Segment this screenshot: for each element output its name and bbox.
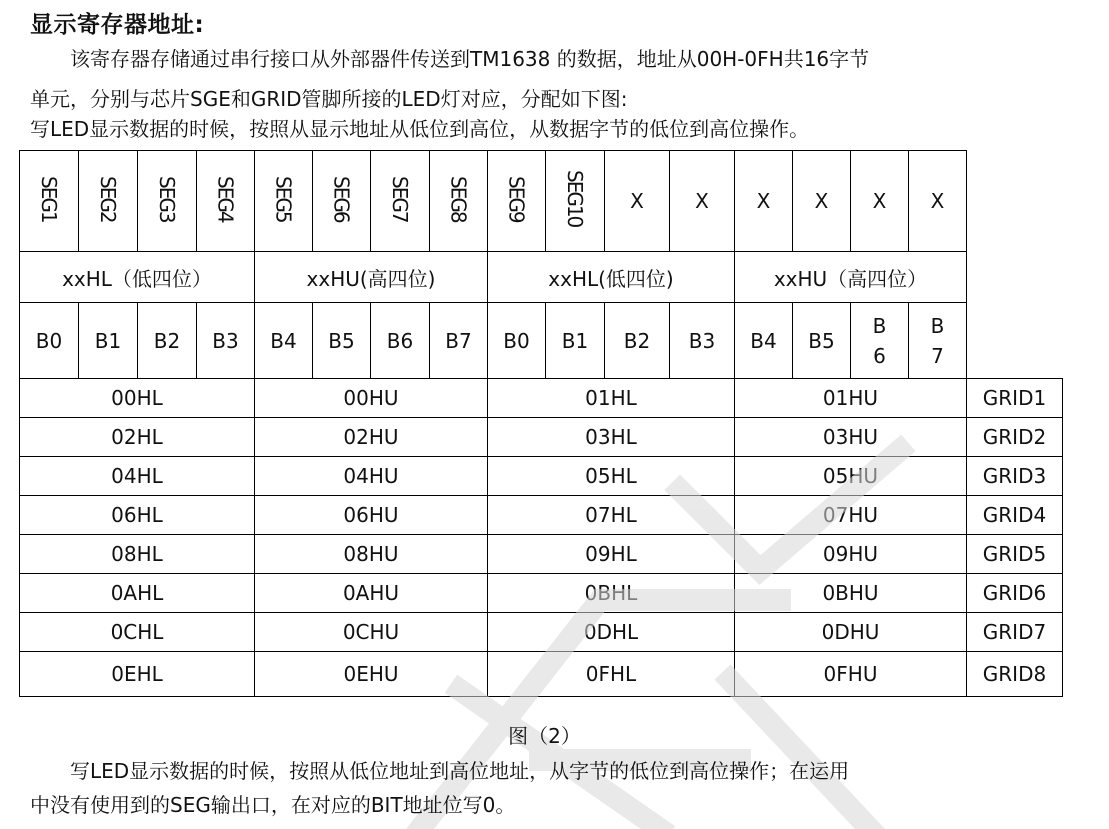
nibble-group-row [20,252,1063,303]
address-cell: 03HU [735,418,967,457]
grid-label: GRID6 [967,574,1063,613]
grid-label: GRID3 [967,457,1063,496]
grid-label: GRID5 [967,535,1063,574]
seg-cell: SEG7 [371,151,430,252]
bit-cell: B4 [735,303,793,379]
address-cell: 08HL [20,535,255,574]
bit-row [20,303,1063,379]
bit-cell: B6 [851,303,909,379]
address-cell: 06HL [20,496,255,535]
bit-cell: B6 [371,303,430,379]
grid-label: GRID1 [967,379,1063,418]
address-cell: 0CHL [20,613,255,652]
table-row [20,535,1063,574]
address-cell: 04HL [20,457,255,496]
intro-paragraph-line-2: 单元，分别与芯片SGE和GRID管脚所接的LED灯对应，分配如下图: [30,87,628,111]
address-cell: 0FHL [488,652,735,697]
grid-label: GRID7 [967,613,1063,652]
bit-cell: B1 [79,303,138,379]
table-row [20,496,1063,535]
address-cell: 0FHU [735,652,967,697]
grid-label: GRID8 [967,652,1063,697]
bit-cell: B2 [605,303,670,379]
segment-row [20,151,1063,252]
table-row [20,574,1063,613]
seg-cell-unused: X [909,151,967,252]
address-cell: 02HL [20,418,255,457]
address-cell: 05HL [488,457,735,496]
bit-cell: B2 [138,303,197,379]
footer-paragraph-line-2: 中没有使用到的SEG输出口，在对应的BIT地址位写0。 [30,793,516,817]
figure-caption: 图（2） [508,724,581,748]
seg-cell: SEG10 [546,151,605,252]
bit-cell: B1 [546,303,605,379]
table-row [20,457,1063,496]
seg-cell-unused: X [605,151,670,252]
seg-cell-unused: X [793,151,851,252]
bit-cell: B3 [670,303,735,379]
seg-cell: SEG1 [20,151,79,252]
address-cell: 07HL [488,496,735,535]
seg-cell-unused: X [735,151,793,252]
address-cell: 01HU [735,379,967,418]
grid-label: GRID4 [967,496,1063,535]
address-cell: 0AHU [255,574,488,613]
bit-cell: B7 [430,303,488,379]
seg-cell: SEG6 [313,151,371,252]
address-cell: 00HU [255,379,488,418]
intro-paragraph-line-1: 该寄存器存储通过串行接口从外部器件传送到TM1638 的数据，地址从00H-0FH共16字节 [70,47,870,71]
seg-cell: SEG2 [79,151,138,252]
address-cell: 00HL [20,379,255,418]
address-cell: 0EHU [255,652,488,697]
address-cell: 01HL [488,379,735,418]
seg-cell: SEG5 [255,151,313,252]
intro-paragraph-line-3: 写LED显示数据的时候，按照从显示地址从低位到高位，从数据字节的低位到高位操作。 [30,117,810,141]
section-heading: 显示寄存器地址: [30,12,205,38]
bit-cell: B4 [255,303,313,379]
grid-label: GRID2 [967,418,1063,457]
table-row [20,613,1063,652]
address-cell: 05HU [735,457,967,496]
address-cell: 06HU [255,496,488,535]
register-map-table [19,150,1063,697]
address-cell: 07HU [735,496,967,535]
address-cell: 0DHL [488,613,735,652]
address-cell: 09HL [488,535,735,574]
seg-cell: SEG4 [197,151,255,252]
nibble-group-cell: xxHU（高四位） [735,252,967,303]
address-cell: 04HU [255,457,488,496]
address-cell: 0CHU [255,613,488,652]
table-row [20,379,1063,418]
address-cell: 0BHL [488,574,735,613]
bit-cell: B3 [197,303,255,379]
seg-cell: SEG8 [430,151,488,252]
bit-cell: B5 [313,303,371,379]
nibble-group-cell: xxHU(高四位) [255,252,488,303]
seg-cell-unused: X [670,151,735,252]
address-cell: 0DHU [735,613,967,652]
address-cell: 03HL [488,418,735,457]
bit-cell: B5 [793,303,851,379]
address-cell: 08HU [255,535,488,574]
address-cell: 09HU [735,535,967,574]
seg-cell-unused: X [851,151,909,252]
footer-paragraph-line-1: 写LED显示数据的时候，按照从低位地址到高位地址，从字节的低位到高位操作；在运用 [70,759,850,783]
bit-cell: B7 [909,303,967,379]
address-cell: 0BHU [735,574,967,613]
table-row [20,418,1063,457]
bit-cell: B0 [20,303,79,379]
address-cell: 02HU [255,418,488,457]
seg-cell: SEG3 [138,151,197,252]
nibble-group-cell: xxHL（低四位） [20,252,255,303]
address-cell: 0EHL [20,652,255,697]
address-cell: 0AHL [20,574,255,613]
table-row [20,652,1063,697]
bit-cell: B0 [488,303,546,379]
seg-cell: SEG9 [488,151,546,252]
nibble-group-cell: xxHL(低四位) [488,252,735,303]
